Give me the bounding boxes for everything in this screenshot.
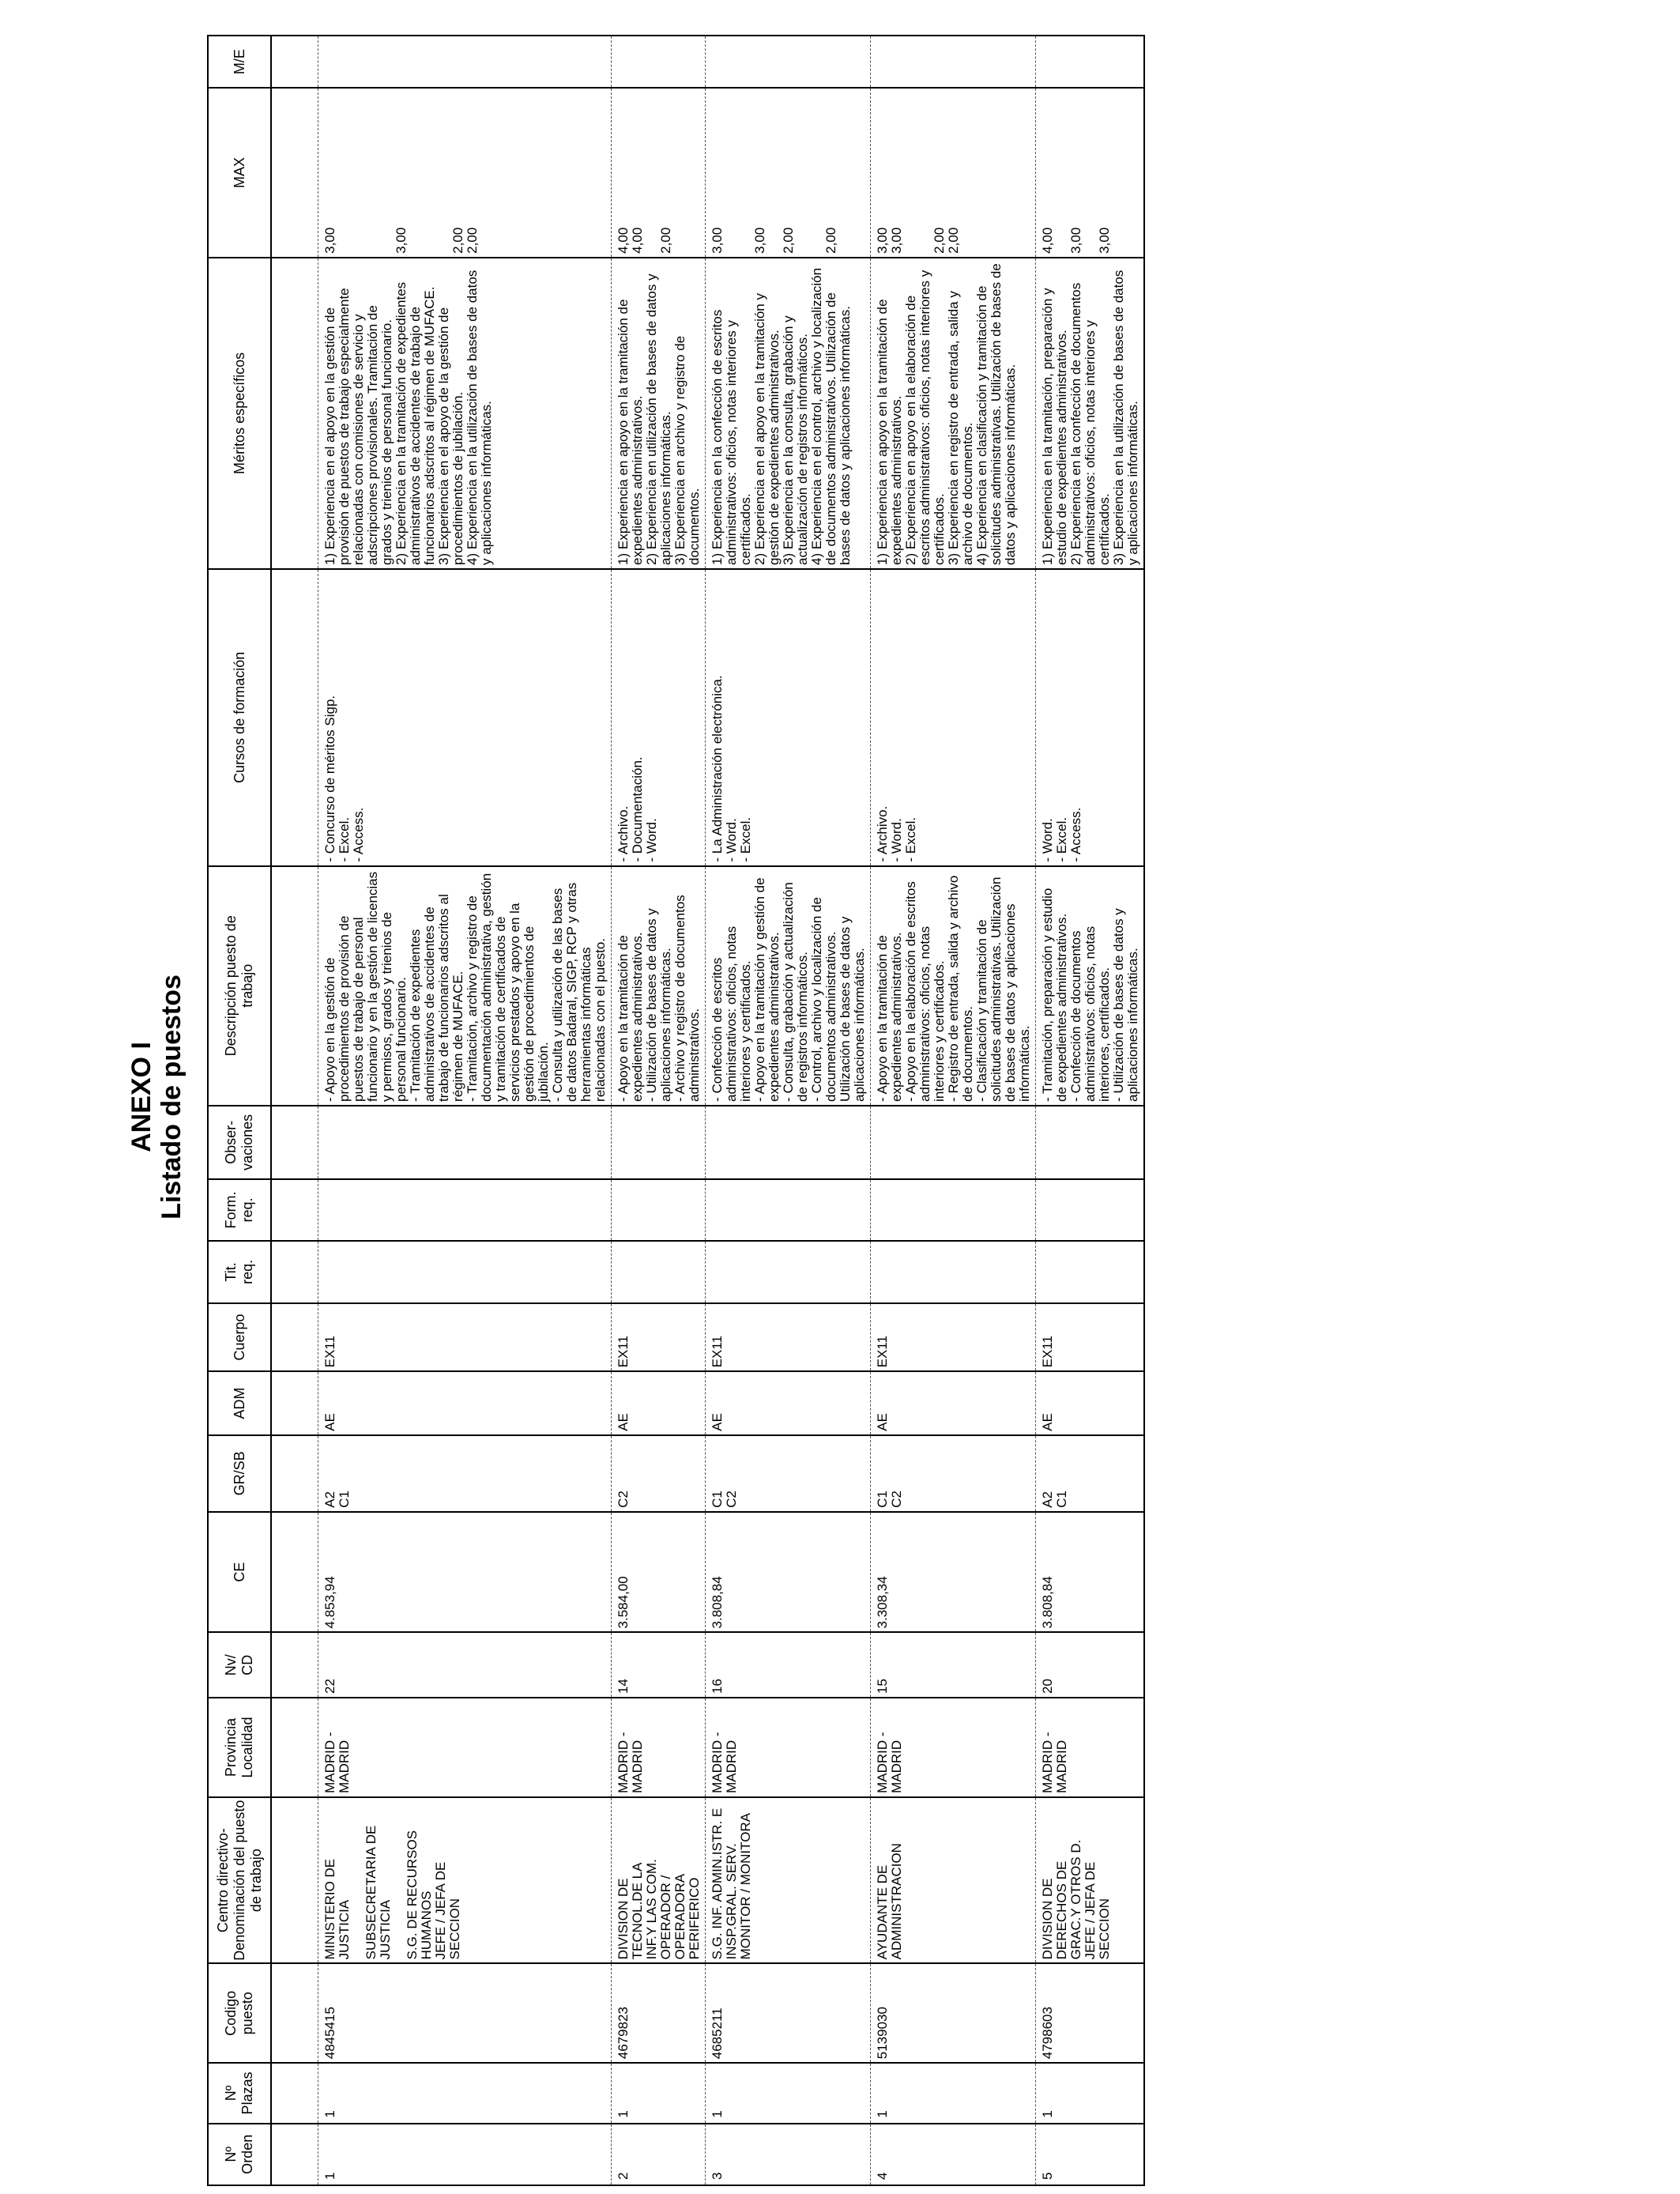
table-row: [612, 36, 706, 2185]
cell-ce: 3.308,34: [871, 1512, 1036, 1633]
cell-cursos: - Archivo. - Documentación. - Word.: [612, 569, 706, 866]
cell-provincia: MADRID - MADRID: [871, 1698, 1036, 1797]
cell-orden: 5: [1036, 2124, 1145, 2185]
header-titulacion: Tit. req.: [208, 1241, 271, 1302]
cell-centro: [871, 1797, 1036, 1964]
cell-meritos: 1) Experiencia en el apoyo en la gestión de provisión de puestos de trabajo especialmente relacionadas con comisiones de servicio y adscripciones provisionales. Tramitación de grados y trienios de personal funcionario. 2) Experiencia en la tramitación de expedientes administrativos de accidentes de trabajo de funcionarios adscritos al régimen de MUFACE. 3) Experiencia en el apoyo de la gestión de procedimientos de jubilación. 4) Experiencia en la utilización de bases de datos y aplicaciones informáticas.: [318, 258, 612, 569]
cell-formacion: [1036, 1179, 1145, 1241]
cell-codigo: 4685211: [706, 1963, 871, 2063]
cell-me: [318, 36, 612, 88]
cell-ce: 3.808,84: [1036, 1512, 1145, 1633]
header-meritos: Méritos específicos: [208, 258, 271, 569]
cell-ce: 4.853,94: [318, 1512, 612, 1633]
cell-formacion: [318, 1179, 612, 1241]
spacer-row: [271, 36, 318, 2185]
cell-ce: 3.808,84: [706, 1512, 871, 1633]
cell-formacion: [871, 1179, 1036, 1241]
header-row: [208, 36, 271, 2185]
cell-titulacion: [612, 1241, 706, 1302]
cell-max: 4,00 4,00 2,00: [612, 88, 706, 258]
cell-codigo: 4845415: [318, 1963, 612, 2063]
cell-meritos: 1) Experiencia en la tramitación, preparación y estudio de expedientes administrativos. 2) Experiencia en la confección de documentos administrativos: oficios, notas interiores y certificados. 3) Experiencia en la utilización de bases de datos y aplicaciones informáticas.: [1036, 258, 1145, 569]
cell-titulacion: [706, 1241, 871, 1302]
cell-centro: [1036, 1797, 1145, 1964]
cell-puesto: JEFE / JEFA DE SECCION: [433, 1861, 462, 1960]
cell-titulacion: [318, 1241, 612, 1302]
cell-titulacion: [1036, 1241, 1145, 1302]
cell-provincia: MADRID - MADRID: [318, 1698, 612, 1797]
unit-div-derechos: DIVISION DE DERECHOS DE GRAC.Y OTROS D.: [1040, 1839, 1083, 1960]
cell-plazas: 1: [612, 2063, 706, 2123]
cell-observaciones: [612, 1106, 706, 1179]
cell-adm: AE: [612, 1371, 706, 1434]
header-grupo: GR/SB: [208, 1435, 271, 1512]
cell-meritos: 1) Experiencia en apoyo en la tramitación de expedientes administrativos. 2) Experiencia en utilización de bases de datos y aplicaciones informáticas. 3) Experiencia en archivo y registro de documentos.: [612, 258, 706, 569]
header-observaciones: Obser- vaciones: [208, 1106, 271, 1179]
table-row: [871, 36, 1036, 2185]
header-descripcion: Descripción puesto de trabajo: [208, 866, 271, 1106]
cell-me: [612, 36, 706, 88]
header-codigo: Codigo puesto: [208, 1963, 271, 2063]
cell-nivel: 22: [318, 1632, 612, 1698]
cell-provincia: MADRID - MADRID: [1036, 1698, 1145, 1797]
cell-max: 3,00 3,00 2,00 2,00: [706, 88, 871, 258]
cell-observaciones: [706, 1106, 871, 1179]
document-title: ANEXO I: [126, 1042, 156, 1152]
unit-div-tecnol: DIVISION DE TECNOL.DE LA INF.Y LAS COM.: [616, 1859, 659, 1960]
cell-orden: 1: [318, 2124, 612, 2185]
cell-descripcion: - Tramitación, preparación y estudio de expedientes administrativos. - Confección de documentos administrativos: oficios, notas interiores, certificados. - Utilización de bases de datos y aplicaciones informáticas.: [1036, 866, 1145, 1106]
cell-grupo: A2 C1: [1036, 1435, 1145, 1512]
cell-descripcion: - Confección de escritos administrativos: oficios, notas interiores y certificados. - Apoyo en la tramitación y gestión de expedientes administrativos. - Consulta, grabación y actualización de registros informáticos. - Control, archivo y localización de documentos administrativos. Utilización de bases de datos y aplicaciones informáticas.: [706, 866, 871, 1106]
cell-puesto: AYUDANTE DE ADMINISTRACION: [875, 1843, 904, 1960]
unit-subsecretaria: SUBSECRETARIA DE JUSTICIA: [363, 1825, 393, 1960]
cell-puesto: OPERADOR / OPERADORA PERIFERICO: [658, 1873, 702, 1960]
cell-max: 4,00 3,00 3,00: [1036, 88, 1145, 258]
cell-observaciones: [1036, 1106, 1145, 1179]
cell-descripcion: - Apoyo en la tramitación de expedientes administrativos. - Apoyo en la elaboración de escritos administrativos: oficios, notas interiores y certificados. - Registro de entrada, salida y archivo de documentos. - Clasificación y tramitación de solicitudes administrativas. Utilización de bases de datos y aplicaciones informáticas.: [871, 866, 1036, 1106]
cell-grupo: C1 C2: [871, 1435, 1036, 1512]
table-row: [318, 36, 612, 2185]
cell-descripcion: - Apoyo en la tramitación de expedientes administrativos. - Utilización de bases de datos y aplicaciones informáticas. - Archivo y registro de documentos administrativos.: [612, 866, 706, 1106]
cell-me: [871, 36, 1036, 88]
header-cursos: Cursos de formación: [208, 569, 271, 866]
document-subtitle: Listado de puestos: [156, 974, 186, 1220]
cell-nivel: 14: [612, 1632, 706, 1698]
positions-table: [207, 35, 1145, 2186]
cell-descripcion: - Apoyo en la gestión de procedimientos de provisión de puestos de trabajo de personal funcionario y en la gestión de licencias y permisos, grados y trienios de personal funcionario. - Tramitación de expedientes administrativos de accidentes de trabajo de funcionarios adscritos al régimen de MUFACE. - Tramitación, archivo y registro de documentación administrativa, gestión y tramitación de certificados de servicios prestados y apoyo en la gestión de procedimientos de jubilación. - Consulta y utilización de las bases de datos Badaral, SIGP, RCP y otras herramientas informáticas relacionadas con el puesto.: [318, 866, 612, 1106]
cell-nivel: 15: [871, 1632, 1036, 1698]
header-nivel: Nv/ CD: [208, 1632, 271, 1698]
cell-max: 3,00 3,00 2,00 2,00: [871, 88, 1036, 258]
cell-orden: 3: [706, 2124, 871, 2185]
header-centro: Centro directivo- Denominación del puesto de trabajo: [208, 1797, 271, 1964]
cell-plazas: 1: [706, 2063, 871, 2123]
header-cuerpo: Cuerpo: [208, 1303, 271, 1372]
cell-titulacion: [871, 1241, 1036, 1302]
cell-cuerpo: EX11: [1036, 1303, 1145, 1372]
cell-observaciones: [871, 1106, 1036, 1179]
cell-nivel: 16: [706, 1632, 871, 1698]
cell-provincia: MADRID - MADRID: [706, 1698, 871, 1797]
cell-cursos: - Archivo. - Word. - Excel.: [871, 569, 1036, 866]
header-provincia: Provincia Localidad: [208, 1698, 271, 1797]
cell-adm: AE: [871, 1371, 1036, 1434]
cell-codigo: 4679823: [612, 1963, 706, 2063]
header-orden: Nº Orden: [208, 2124, 271, 2185]
cell-me: [706, 36, 871, 88]
cell-codigo: 5139030: [871, 1963, 1036, 2063]
header-me: M/E: [208, 36, 271, 88]
cell-grupo: C1 C2: [706, 1435, 871, 1512]
unit-ministerio: MINISTERIO DE JUSTICIA: [322, 1858, 352, 1960]
cell-meritos: 1) Experiencia en apoyo en la tramitación de expedientes administrativos. 2) Experiencia en apoyo en la elaboración de escritos administrativos: oficios, notas interiores y certificados. 3) Experiencia en registro de entrada, salida y archivo de documentos. 4) Experiencia en clasificación y tramitación de solicitudes administrativas. Utilización de bases de datos y aplicaciones informáticas.: [871, 258, 1036, 569]
cell-provincia: MADRID - MADRID: [612, 1698, 706, 1797]
header-ce: CE: [208, 1512, 271, 1633]
cell-cuerpo: EX11: [706, 1303, 871, 1372]
cell-orden: 4: [871, 2124, 1036, 2185]
cell-puesto: JEFE / JEFA DE SECCION: [1083, 1861, 1112, 1960]
unit-sg-inf: S.G. INF. ADMIN.ISTR. E INSP.GRAL. SERV.: [710, 1808, 739, 1960]
cell-plazas: 1: [871, 2063, 1036, 2123]
header-adm: ADM: [208, 1371, 271, 1434]
cell-cuerpo: EX11: [318, 1303, 612, 1372]
header-plazas: Nº Plazas: [208, 2063, 271, 2123]
cell-cuerpo: EX11: [871, 1303, 1036, 1372]
cell-centro: [318, 1797, 612, 1964]
cell-plazas: 1: [318, 2063, 612, 2123]
header-formacion: Form. req.: [208, 1179, 271, 1241]
cell-puesto: MONITOR / MONITORA: [738, 1812, 753, 1960]
table-row: [706, 36, 871, 2185]
cell-orden: 2: [612, 2124, 706, 2185]
cell-cursos: - Concurso de méritos Sigp. - Excel. - Access.: [318, 569, 612, 866]
cell-codigo: 4798603: [1036, 1963, 1145, 2063]
cell-grupo: A2 C1: [318, 1435, 612, 1512]
cell-cursos: - La Administración electrónica. - Word. - Excel.: [706, 569, 871, 866]
cell-max: 3,00 3,00 2,00 2,00: [318, 88, 612, 258]
cell-adm: AE: [318, 1371, 612, 1434]
cell-ce: 3.584,00: [612, 1512, 706, 1633]
cell-nivel: 20: [1036, 1632, 1145, 1698]
cell-me: [1036, 36, 1145, 88]
cell-centro: [612, 1797, 706, 1964]
cell-plazas: 1: [1036, 2063, 1145, 2123]
cell-grupo: C2: [612, 1435, 706, 1512]
cell-adm: AE: [1036, 1371, 1145, 1434]
unit-sg-rrhh: S.G. DE RECURSOS HUMANOS: [405, 1830, 434, 1960]
cell-formacion: [706, 1179, 871, 1241]
header-max: MAX: [208, 88, 271, 258]
cell-adm: AE: [706, 1371, 871, 1434]
cell-observaciones: [318, 1106, 612, 1179]
cell-centro: [706, 1797, 871, 1964]
cell-meritos: 1) Experiencia en la confección de escritos administrativos: oficios, notas interiores y certificados. 2) Experiencia en el apoyo en la tramitación y gestión de expedientes administrativos. 3) Experiencia en la consulta, grabación y actualización de registros informáticos. 4) Experiencia en el control, archivo y localización de documentos administrativos. Utilización de bases de datos y aplicaciones informáticas.: [706, 258, 871, 569]
cell-cursos: - Word. - Excel. - Access.: [1036, 569, 1145, 866]
cell-cuerpo: EX11: [612, 1303, 706, 1372]
cell-formacion: [612, 1179, 706, 1241]
table-row: [1036, 36, 1145, 2185]
